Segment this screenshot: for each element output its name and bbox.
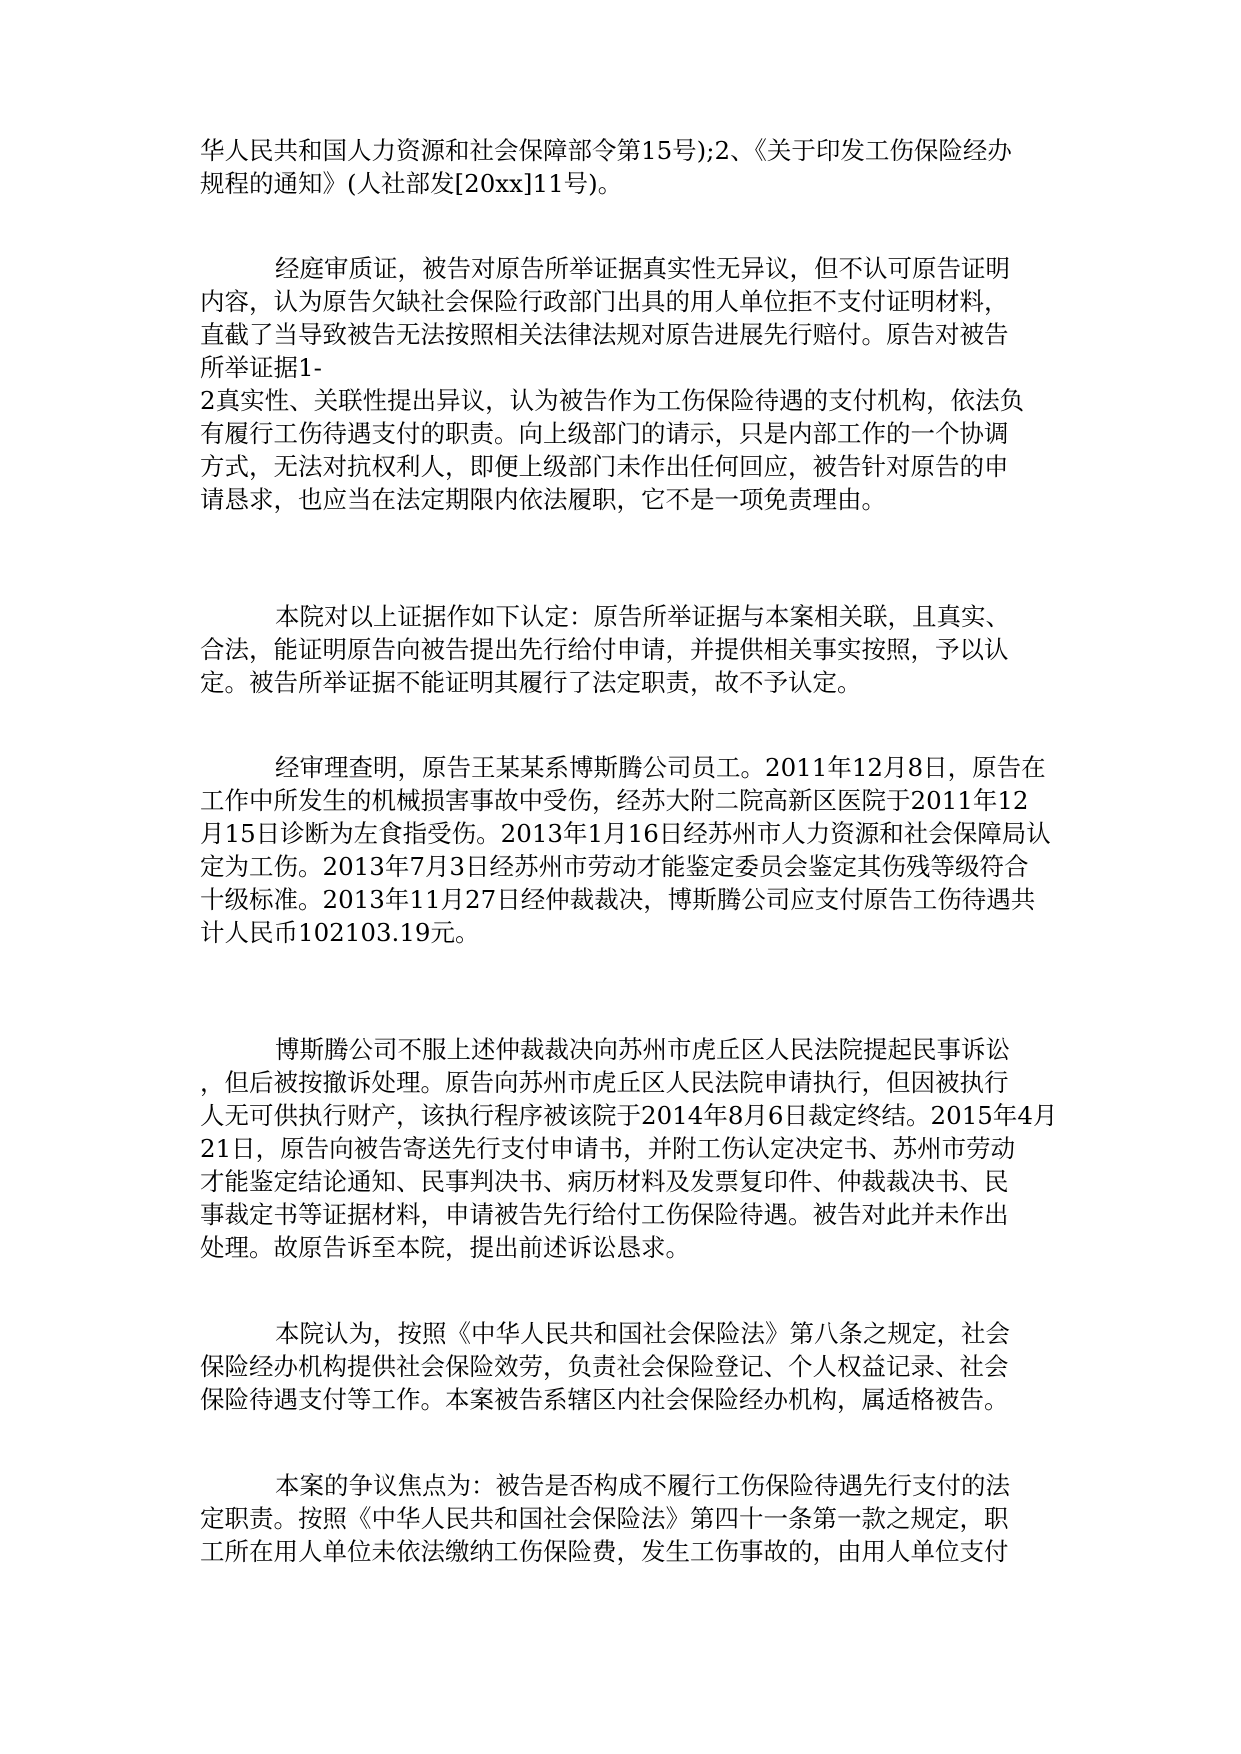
paragraph-dispute-focus (200, 1469, 1040, 1568)
text-line: 方式，无法对抗权利人，即便上级部门未作出任何回应，被告针对原告的申 (200, 452, 1009, 481)
text-line: 人无可供执行财产，该执行程序被该院于2014年8月6日裁定终结。2015年4月 (200, 1101, 1058, 1130)
text-line: 工作中所发生的机械损害事故中受伤，经苏大附二院高新区医院于2011年12 (200, 786, 1029, 815)
text-line: 有履行工伤待遇支付的职责。向上级部门的请示，只是内部工作的一个协调 (200, 419, 1009, 448)
text-line: 直截了当导致被告无法按照相关法律法规对原告进展先行赔付。原告对被告 (200, 320, 1009, 349)
text-line: 保险待遇支付等工作。本案被告系辖区内社会保险经办机构，属适格被告。 (200, 1385, 1009, 1414)
text-line: 经审理查明，原告王某某系博斯腾公司员工。2011年12月8日，原告在 (275, 753, 1046, 782)
text-line: 才能鉴定结论通知、民事判决书、病历材料及发票复印件、仲裁裁决书、民 (200, 1167, 1009, 1196)
paragraph-court-finding-evidence (200, 600, 1040, 699)
text-line: 定。被告所举证据不能证明其履行了法定职责，故不予认定。 (200, 668, 862, 697)
text-line: 合法，能证明原告向被告提出先行给付申请，并提供相关事实按照，予以认 (200, 635, 1009, 664)
text-line: 定职责。按照《中华人民共和国社会保险法》第四十一条第一款之规定，职 (200, 1504, 1009, 1533)
text-line: 博斯腾公司不服上述仲裁裁决向苏州市虎丘区人民法院提起民事诉讼 (275, 1035, 1010, 1064)
text-line: 月15日诊断为左食指受伤。2013年1月16日经苏州市人力资源和社会保障局认 (200, 819, 1051, 848)
text-line: 十级标准。2013年11月27日经仲裁裁决，博斯腾公司应支付原告工伤待遇共 (200, 885, 1036, 914)
text-line: 内容，认为原告欠缺社会保险行政部门出具的用人单位拒不支付证明材料， (200, 287, 1009, 316)
text-line: 2真实性、关联性提出异议，认为被告作为工伤保险待遇的支付机构，依法负 (200, 386, 1025, 415)
text-line: 保险经办机构提供社会保险效劳，负责社会保险登记、个人权益记录、社会 (200, 1352, 1009, 1381)
text-line: 经庭审质证，被告对原告所举证据真实性无异议，但不认可原告证明 (275, 254, 1010, 283)
text-line: 本院对以上证据作如下认定：原告所举证据与本案相关联，且真实、 (275, 602, 1010, 631)
text-line: 规程的通知》(人社部发[20xx]11号)。 (200, 169, 623, 198)
text-line: 所举证据1- (200, 353, 322, 382)
text-line: 请恳求，也应当在法定期限内依法履职，它不是一项免责理由。 (200, 485, 886, 514)
paragraph-court-opinion-standing (200, 1317, 1040, 1416)
paragraph-litigation-history (200, 1033, 1058, 1264)
text-line: 工所在用人单位未依法缴纳工伤保险费，发生工伤事故的，由用人单位支付 (200, 1537, 1009, 1566)
text-line: 华人民共和国人力资源和社会保障部令第15号);2、《关于印发工伤保险经办 (200, 136, 1012, 165)
text-line: 21日，原告向被告寄送先行支付申请书，并附工伤认定决定书、苏州市劳动 (200, 1134, 1016, 1163)
text-line: 计人民币102103.19元。 (200, 918, 480, 947)
text-line: 定为工伤。2013年7月3日经苏州市劳动才能鉴定委员会鉴定其伤残等级符合 (200, 852, 1029, 881)
text-line: 事裁定书等证据材料，申请被告先行给付工伤保险待遇。被告对此并未作出 (200, 1200, 1009, 1229)
text-line: 本院认为，按照《中华人民共和国社会保险法》第八条之规定，社会 (275, 1319, 1010, 1348)
paragraph-evidence-cross-examination (200, 252, 1040, 516)
paragraph-continuation (200, 134, 1040, 200)
paragraph-facts-found (200, 751, 1051, 949)
text-line: 处理。故原告诉至本院，提出前述诉讼恳求。 (200, 1233, 690, 1262)
text-line: ，但后被按撤诉处理。原告向苏州市虎丘区人民法院申请执行，但因被执行 (200, 1068, 1009, 1097)
text-line: 本案的争议焦点为：被告是否构成不履行工伤保险待遇先行支付的法 (275, 1471, 1010, 1500)
